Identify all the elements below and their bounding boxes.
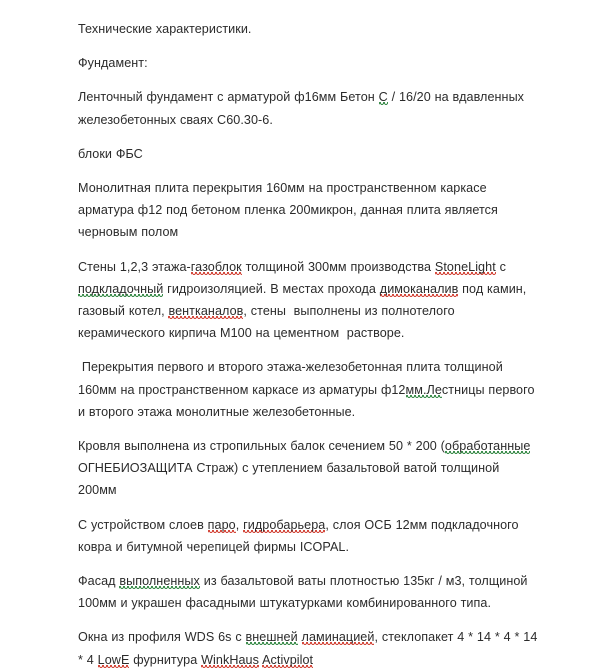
text-run: Стены 1,2,3 этажа- — [78, 259, 191, 274]
grammar-error-mark[interactable]: С — [378, 90, 388, 105]
paragraph-monolithic-slab — [78, 177, 538, 244]
spelling-error-mark[interactable]: димоканалив — [379, 281, 459, 296]
paragraph-foundation-desc — [78, 86, 538, 130]
spelling-error-mark[interactable]: гидробарьера — [243, 517, 326, 532]
text-run: , стеклопакет 4 * 14 * 4 * 14 * 4 — [78, 630, 542, 667]
spelling-error-mark[interactable]: StoneLight — [434, 259, 496, 274]
paragraph-walls — [78, 256, 538, 345]
spelling-error-mark[interactable]: вентканалов — [168, 304, 244, 319]
paragraph-foundation-label — [78, 52, 538, 74]
document-text-body[interactable] — [78, 18, 542, 671]
text-run: гидроизоляцией. В местах прохода — [163, 281, 380, 296]
text-run: Окна из профиля WDS 6s с — [78, 630, 246, 645]
text-run: Кровля выполнена из стропильных балок сечением 50 * 200 ( — [78, 439, 445, 454]
text-run: , слоя ОСБ 12мм подкладочного ковра и битумной черепицей фирмы ICOPAL. — [78, 517, 523, 554]
paragraph-roof-layers — [78, 514, 538, 558]
text-run: стницы первого и второго этажа монолитные железобетонные. — [78, 382, 539, 419]
grammar-error-mark[interactable]: выполненных — [119, 574, 200, 589]
spelling-error-mark[interactable]: паро — [207, 517, 236, 532]
text-run: С устройством слоев — [78, 517, 208, 532]
text-run: , стены выполнены из полнотелого керамического кирпича М100 на цементном растворе. — [78, 304, 459, 341]
text-run: Фундамент: — [78, 56, 148, 71]
spelling-error-mark[interactable]: ламинацией — [301, 630, 375, 645]
spelling-error-mark[interactable]: Activpilot — [262, 652, 314, 667]
text-run: из базальтовой ваты плотностью 135кг / м3, толщиной 100мм и украшен фасадными штукатурками комбинированного типа. — [78, 574, 532, 611]
spelling-error-mark[interactable]: газоблок — [190, 259, 242, 274]
text-run: Монолитная плита перекрытия 160мм на пространственном каркасе арматура ф12 под бетоном пленка 200микрон, данная плита является черновым полом — [78, 181, 502, 240]
grammar-error-mark[interactable]: мм.Ле — [405, 382, 442, 397]
spelling-error-mark[interactable]: WinkHaus — [201, 652, 259, 667]
text-run: Ленточный фундамент с арматурой ф16мм Бетон — [78, 90, 379, 105]
text-run: Фасад — [78, 574, 120, 589]
text-run: под камин, газовый котел, — [78, 281, 531, 319]
grammar-error-mark[interactable]: внешней — [245, 630, 298, 645]
paragraph-windows — [78, 626, 542, 670]
paragraph-fbs-blocks — [78, 143, 538, 165]
text-run — [298, 630, 302, 644]
grammar-error-mark[interactable]: подкладочный — [78, 281, 164, 296]
text-run: , — [235, 517, 244, 532]
paragraph-facade — [78, 570, 538, 614]
spelling-error-mark[interactable]: LowE — [97, 652, 130, 667]
text-run: с — [495, 259, 510, 274]
grammar-error-mark[interactable]: обработанные — [444, 439, 531, 454]
paragraph-heading — [78, 18, 538, 40]
paragraph-roof — [78, 435, 538, 502]
text-run: Перекрытия первого и второго этажа-железобетонная плита толщиной 160мм на пространственном каркасе из арматуры ф12 — [78, 360, 507, 397]
text-run: блоки ФБС — [78, 146, 143, 161]
paragraph-floor-slabs — [78, 356, 538, 423]
text-run: ОГНЕБИОЗАЩИТА Страж) с утеплением базальтовой ватой толщиной 200мм — [78, 439, 535, 498]
text-run: / 16/20 на вдавленных железобетонных сваях С60.30-6. — [78, 90, 528, 127]
text-run: Технические характеристики. — [78, 22, 252, 36]
text-run: фурнитура — [129, 652, 202, 667]
text-run: толщиной 300мм производства — [241, 259, 435, 274]
